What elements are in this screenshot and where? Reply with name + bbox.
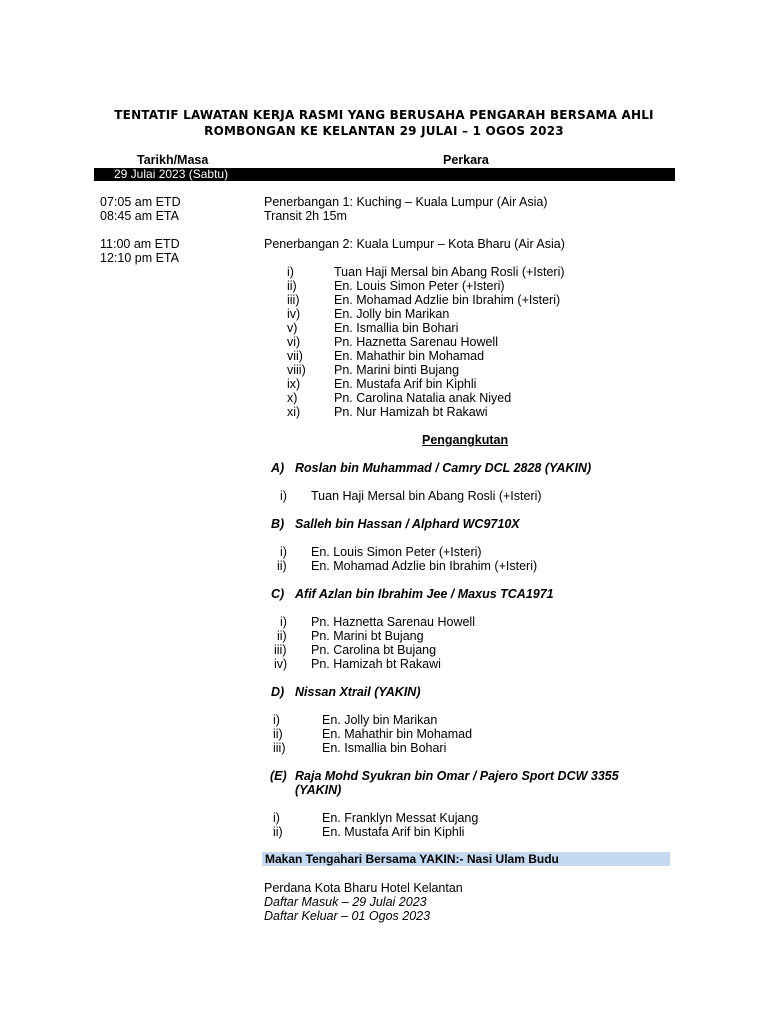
schedule-time: 08:45 am ETA (100, 209, 179, 223)
schedule-item: Transit 2h 15m (264, 209, 347, 223)
schedule-time: 11:00 am ETD (100, 237, 180, 251)
vehicle-title: Raja Mohd Syukran bin Omar / Pajero Sport DCW 3355 (295, 769, 619, 783)
rider-name: En. Ismallia bin Bohari (322, 741, 447, 755)
passenger-name: En. Louis Simon Peter (+Isteri) (334, 279, 505, 293)
passenger-number: iv) (287, 307, 301, 321)
vehicle-label: A) (271, 461, 285, 475)
rider-name: Tuan Haji Mersal bin Abang Rosli (+Isteri) (311, 489, 542, 503)
rider-number: iii) (273, 741, 286, 755)
rider-name: En. Franklyn Messat Kujang (322, 811, 479, 825)
passenger-number: x) (287, 391, 298, 405)
rider-number: ii) (277, 559, 287, 573)
date-bar-label: 29 Julai 2023 (Sabtu) (114, 167, 229, 181)
rider-number: i) (280, 615, 287, 629)
rider-name: Pn. Marini bt Bujang (311, 629, 424, 643)
passenger-number: vi) (287, 335, 301, 349)
rider-number: i) (280, 489, 287, 503)
passenger-name: En. Mohamad Adzlie bin Ibrahim (+Isteri) (334, 293, 561, 307)
vehicle-title-continued: (YAKIN) (295, 783, 342, 797)
vehicle-title: Salleh bin Hassan / Alphard WC9710X (295, 517, 520, 531)
column-header-time: Tarikh/Masa (137, 153, 209, 167)
rider-name: Pn. Hamizah bt Rakawi (311, 657, 441, 671)
schedule-item: Penerbangan 1: Kuching – Kuala Lumpur (Air Asia) (264, 195, 548, 209)
rider-number: i) (280, 545, 287, 559)
document-title-line-2: ROMBONGAN KE KELANTAN 29 JULAI – 1 OGOS 2023 (204, 124, 564, 138)
passenger-number: iii) (287, 293, 300, 307)
rider-name: En. Mustafa Arif bin Kiphli (322, 825, 465, 839)
lunch-label: Makan Tengahari Bersama YAKIN:- Nasi Ulam Budu (265, 852, 559, 866)
vehicle-title: Roslan bin Muhammad / Camry DCL 2828 (YAKIN) (295, 461, 592, 475)
vehicle-label: B) (271, 517, 285, 531)
schedule-time: 07:05 am ETD (100, 195, 181, 209)
passenger-number: ii) (287, 279, 297, 293)
rider-number: ii) (277, 629, 287, 643)
vehicle-title: Nissan Xtrail (YAKIN) (295, 685, 421, 699)
passenger-name: En. Ismallia bin Bohari (334, 321, 459, 335)
rider-number: ii) (273, 825, 283, 839)
vehicle-label: C) (271, 587, 285, 601)
document-title-line-1: TENTATIF LAWATAN KERJA RASMI YANG BERUSAHA PENGARAH BERSAMA AHLI (114, 108, 654, 122)
rider-number: i) (273, 811, 280, 825)
rider-number: iii) (274, 643, 287, 657)
vehicle-label: (E) (270, 769, 287, 783)
rider-number: i) (273, 713, 280, 727)
passenger-name: Pn. Haznetta Sarenau Howell (334, 335, 498, 349)
passenger-number: vii) (287, 349, 303, 363)
vehicle-label: D) (271, 685, 285, 699)
passenger-name: En. Jolly bin Marikan (334, 307, 450, 321)
passenger-number: i) (287, 265, 294, 279)
schedule-item: Penerbangan 2: Kuala Lumpur – Kota Bharu (Air Asia) (264, 237, 565, 251)
rider-name: En. Mahathir bin Mohamad (322, 727, 473, 741)
passenger-number: viii) (287, 363, 306, 377)
rider-name: En. Mohamad Adzlie bin Ibrahim (+Isteri) (311, 559, 538, 573)
lunch-highlight (262, 852, 670, 866)
hotel-name: Perdana Kota Bharu Hotel Kelantan (264, 881, 463, 895)
passenger-name: Pn. Marini binti Bujang (334, 363, 460, 377)
schedule-time: 12:10 pm ETA (100, 251, 179, 265)
rider-name: Pn. Haznetta Sarenau Howell (311, 615, 475, 629)
transport-heading: Pengangkutan (422, 433, 509, 447)
rider-name: En. Louis Simon Peter (+Isteri) (311, 545, 482, 559)
passenger-name: En. Mahathir bin Mohamad (334, 349, 485, 363)
rider-name: En. Jolly bin Marikan (322, 713, 438, 727)
vehicle-title: Afif Azlan bin Ibrahim Jee / Maxus TCA1971 (295, 587, 554, 601)
column-header-item: Perkara (443, 153, 489, 167)
rider-name: Pn. Carolina bt Bujang (311, 643, 437, 657)
rider-number: iv) (274, 657, 288, 671)
rider-number: ii) (273, 727, 283, 741)
passenger-number: v) (287, 321, 298, 335)
passenger-name: Tuan Haji Mersal bin Abang Rosli (+Isteri) (334, 265, 565, 279)
passenger-name: En. Mustafa Arif bin Kiphli (334, 377, 477, 391)
hotel-check-in: Daftar Masuk – 29 Julai 2023 (264, 895, 427, 909)
passenger-name: Pn. Nur Hamizah bt Rakawi (334, 405, 488, 419)
date-bar (94, 168, 675, 181)
passenger-number: ix) (287, 377, 301, 391)
passenger-name: Pn. Carolina Natalia anak Niyed (334, 391, 512, 405)
hotel-check-out: Daftar Keluar – 01 Ogos 2023 (264, 909, 431, 923)
passenger-number: xi) (287, 405, 301, 419)
